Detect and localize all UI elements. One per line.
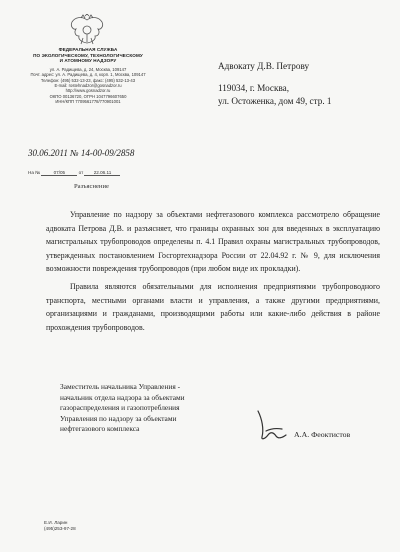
- contact-line: E-mail: rostehnadzor@gosnadzor.ru: [54, 83, 122, 88]
- agency-name: ФЕДЕРАЛЬНАЯ СЛУЖБА ПО ЭКОЛОГИЧЕСКОМУ, ТЕХНОЛОГИЧЕСКОМУ И АТОМНОМУ НАДЗОРУ: [33, 47, 143, 64]
- double-headed-eagle-emblem-icon: [67, 14, 107, 46]
- body-paragraph: Управление по надзору за объектами нефтегазового комплекса рассмотрело обращение адвоката Петрова Д.В. и разъясняет, что границы охранных зон для введенных в эксплуатацию магистральных трубопроводов определены п. 4.1 Правил охраны магистральных трубопроводов, утвержденных постановлением Госгортехнадзора России от 22.04.92 г. № 9, для исключения возможности повреждения трубопроводов (при любом виде их прокладки).: [46, 210, 380, 274]
- letter-subject: Разъяснение: [74, 183, 109, 190]
- date-label: от: [78, 170, 84, 175]
- date-value: 22.06.11: [84, 170, 120, 176]
- number-label: На №: [28, 170, 41, 175]
- signer-name: А.А. Феоктистов: [294, 430, 351, 439]
- contact-line: ИНН/КПП 7709561778/770901001: [55, 99, 121, 105]
- body-paragraph: Правила являются обязательными для исполнения предприятиями трубопроводного транспорта, местными органами власти и управления, а также другими предприятиями, организациями и гражданами, производящими работы или какие-либо действия в районе прохождения трубопроводов.: [46, 281, 380, 332]
- executor-name: Е.И. Ларин: [44, 520, 68, 525]
- addressee-block: [218, 60, 388, 109]
- contact-line: ул. А. Радищева, д. 24, Москва, 109147: [49, 66, 127, 72]
- contact-line: http://www.gosnadzor.ru: [65, 88, 111, 94]
- registration-row: [28, 170, 120, 176]
- agency-letterhead: [22, 47, 154, 105]
- handwritten-signature-icon: [252, 405, 294, 443]
- agency-contacts: [22, 67, 154, 105]
- executor-footer: [44, 520, 76, 532]
- handwritten-reference: 30.06.2011 № 14-00-09/2858: [28, 148, 135, 158]
- contact-line: Телефон: (495) 532-13-23, факс: (495) 532-13-43: [40, 77, 136, 83]
- address-line: 119034, г. Москва,: [218, 82, 290, 93]
- number-value: 07/05: [41, 170, 77, 176]
- contact-line: ОКПО 00136720, ОГРН 1047796607650: [49, 93, 127, 99]
- addressee-name: Адвокату Д.В. Петрову: [218, 61, 310, 71]
- letter-body: [46, 208, 380, 338]
- signer-position: Заместитель начальника Управления - начальник отдела надзора за объектами газораспределения и газопотребления Управления по надзору за объектами нефтегазового комплекса: [60, 382, 185, 434]
- address-line: ул. Остоженка, дом 49, стр. 1: [218, 96, 332, 107]
- executor-phone: (495)253-97-28: [44, 526, 76, 531]
- contact-line: Почт. адрес: ул. А. Радищева, д. 4, корп. 1, Москва, 109147: [30, 72, 146, 78]
